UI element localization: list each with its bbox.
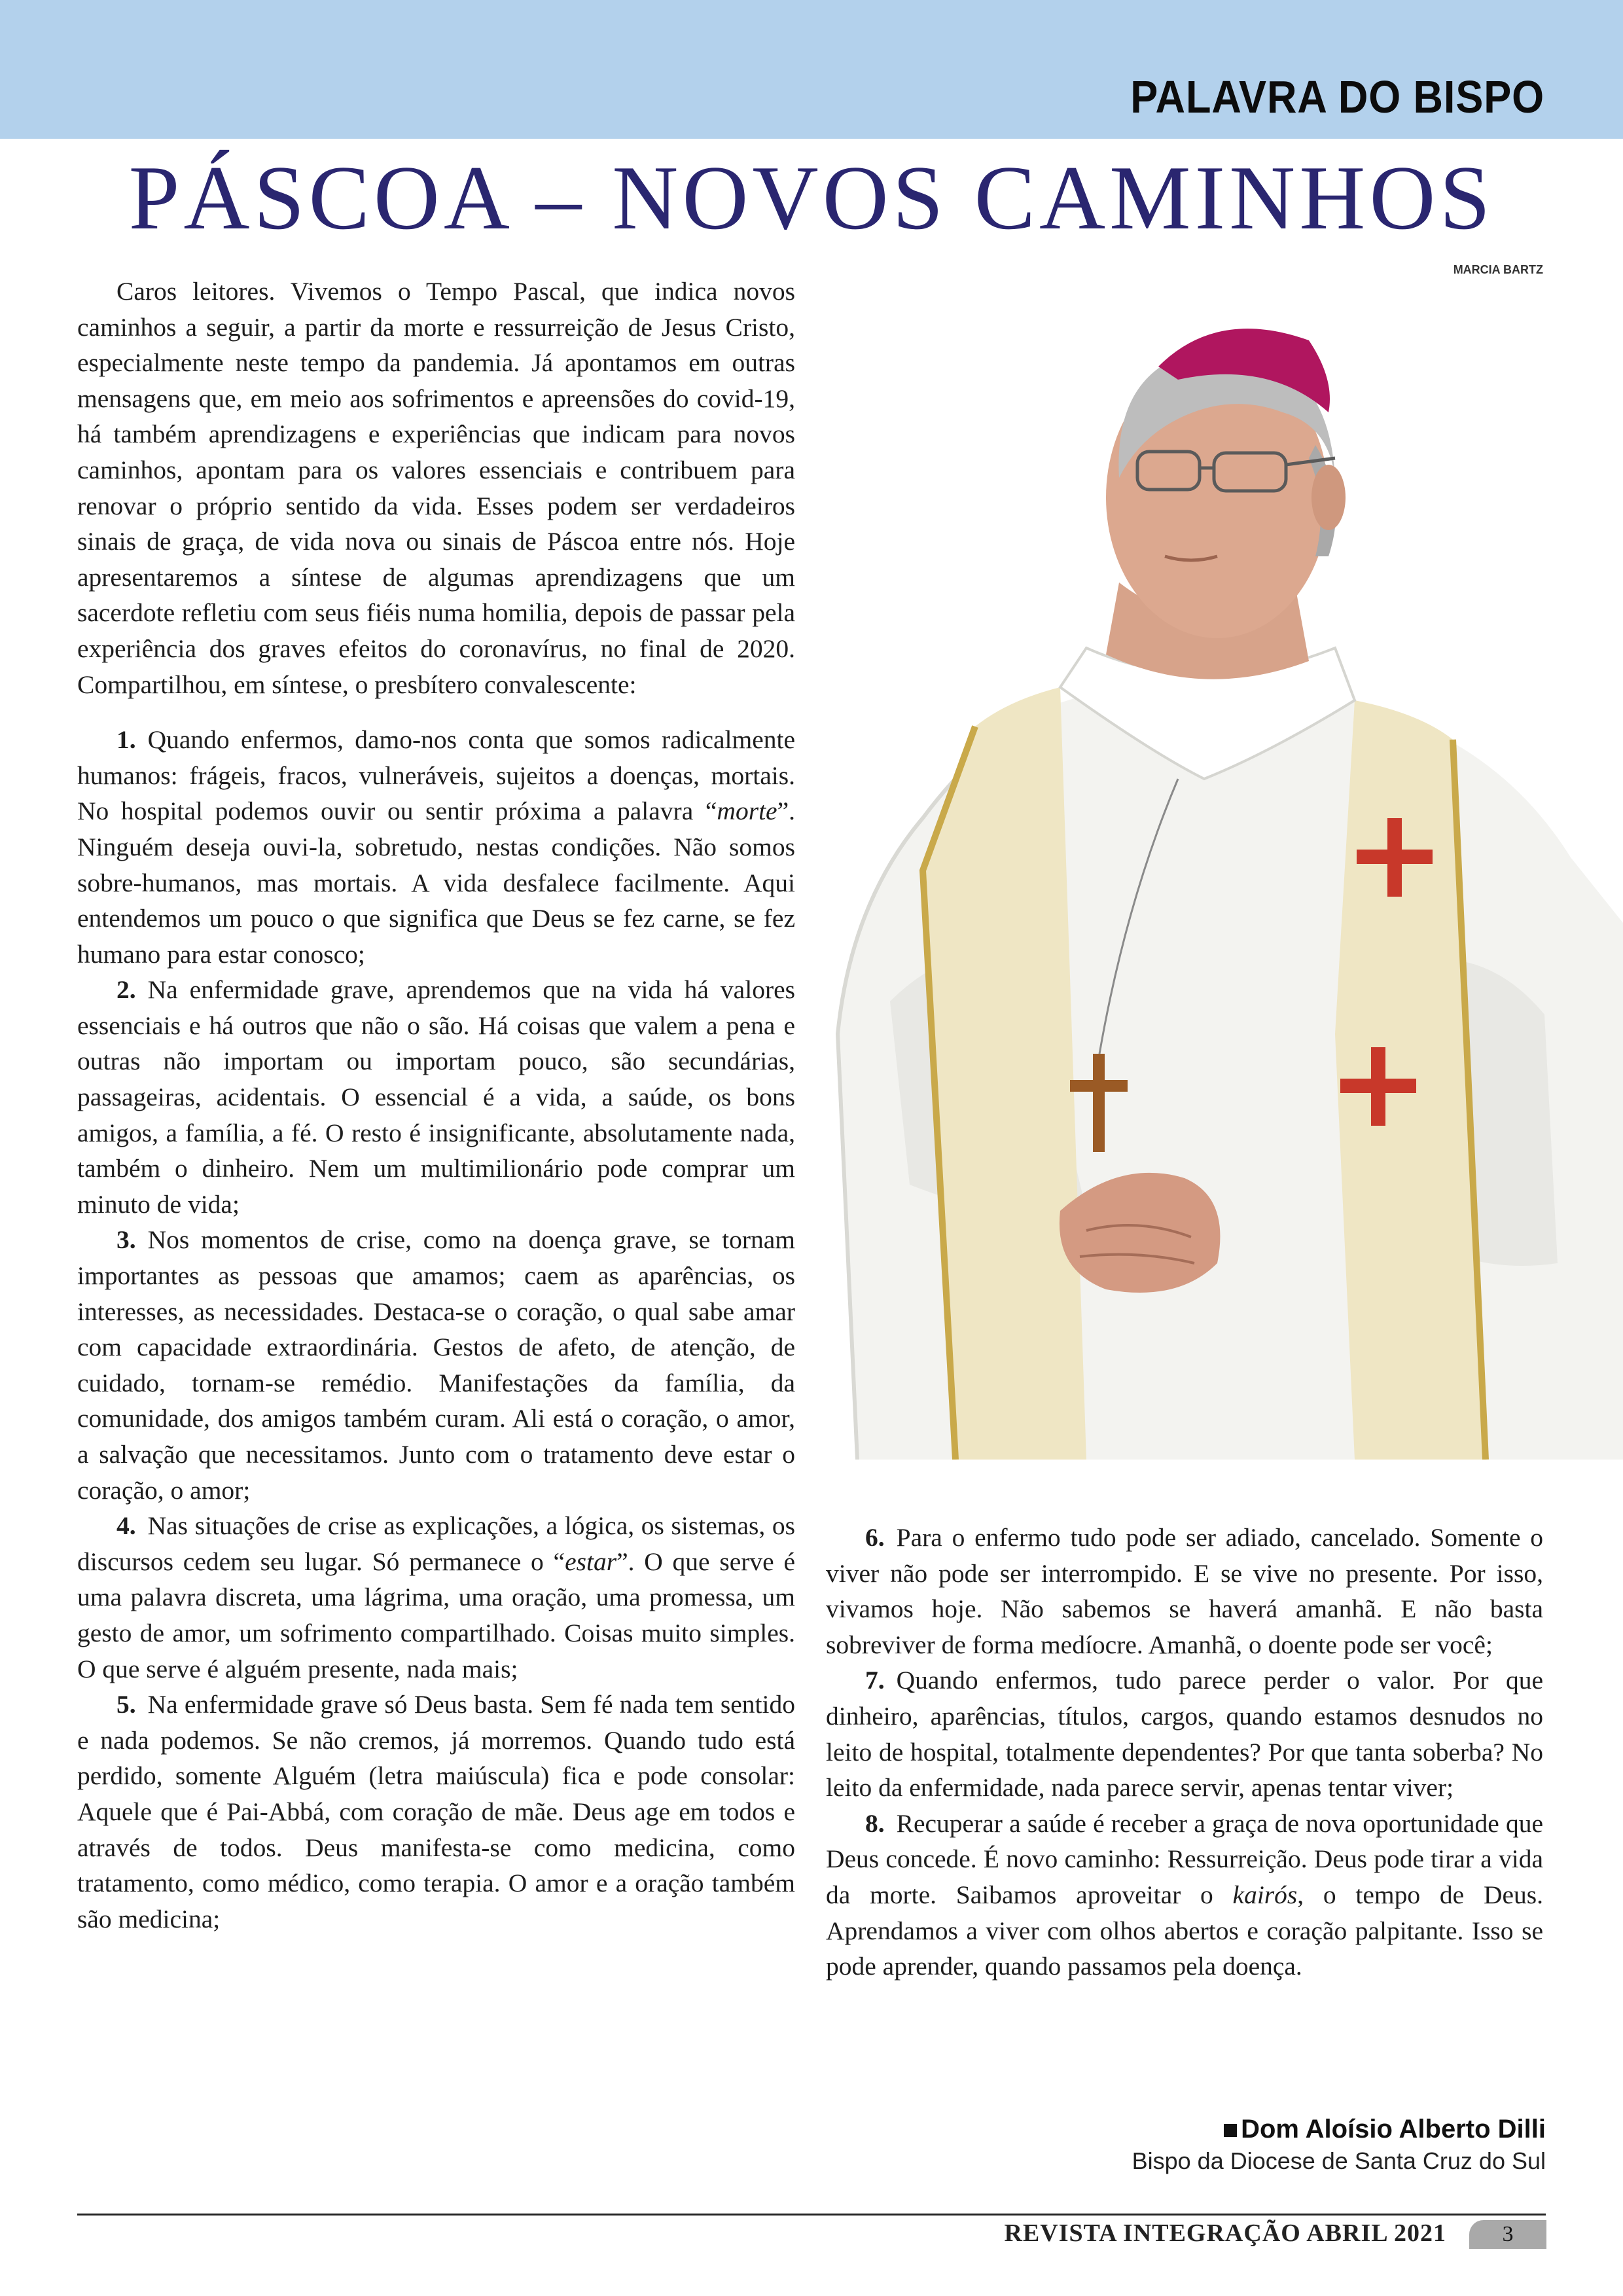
square-bullet-icon bbox=[1224, 2124, 1237, 2137]
list-item: 1. Quando enfermos, damo-nos conta que somos radicalmente humanos: frágeis, fracos, vulneráveis, sujeitos a doenças, mortais. No hospital podemos ouvir ou sentir próxima a palavra “morte”. Ninguém deseja ouvi-la, sobretudo, nestas condições. Não somos sobre-humanos, mas mortais. A vida desfalece facilmente. Aqui entendemos um pouco o que significa que Deus se fez carne, se fez humano para estar conosco; bbox=[77, 725, 795, 969]
bishop-photo bbox=[812, 281, 1623, 1460]
author-name: Dom Aloísio Alberto Dilli bbox=[1241, 2115, 1546, 2144]
list-item: 3. Nos momentos de crise, como na doença grave, se tornam importantes as pessoas que amamos; caem as aparências, os interesses, as necessidades. Destaca-se o coração, o qual sabe amar com capacidade extraordinária. Gestos de afeto, de atenção, de cuidado, tornam-se remédio. Manifestações da família, da comunidade, dos amigos também curam. Ali está o coração, o amor, a salvação que necessitamos. Junto com o tratamento deve estar o coração, o amor; bbox=[77, 1225, 795, 1505]
page-number: 3 bbox=[1469, 2220, 1546, 2249]
list-item: 2. Na enfermidade grave, aprendemos que na vida há valores essenciais e há outros que não o são. Há coisas que valem a pena e outras não importam ou importam pouco, são secundárias, passageiras, acidentais. O essencial é a vida, a saúde, os bons amigos, a família, a fé. O resto é insignificante, absolutamente nada, também o dinheiro. Nem um multimilionário pode comprar um minuto de vida; bbox=[77, 975, 795, 1219]
author-role: Bispo da Diocese de Santa Cruz do Sul bbox=[1132, 2147, 1546, 2174]
list-item: 5. Na enfermidade grave só Deus basta. Sem fé nada tem sentido e nada podemos. Se não cremos, já morremos. Quando tudo está perdido, somente Alguém (letra maiúscula) fica e pode consolar: Aquele que é Pai-Abbá, com coração de mãe. Deus age em todos e através de todos. Deus manifesta-se como medicina, como tratamento, como médico, como terapia. O amor e a oração também são medicina; bbox=[77, 1690, 795, 1933]
intro-paragraph: Caros leitores. Vivemos o Tempo Pascal, que indica novos caminhos a seguir, a partir da morte e ressurreição de Jesus Cristo, especialmente neste tempo da pandemia. Já apontamos em outras mensagens que, em meio aos sofrimentos e apreensões do covid-19, há também aprendizagens e experiências que indicam para novos caminhos, apontam para os valores essenciais e contribuem para renovar o próprio sentido da vida. Esses podem ser verdadeiros sinais de graça, de vida nova ou sinais de Páscoa entre nós. Hoje apresentaremos a síntese de algumas aprendizagens que um sacerdote refletiu com seus fiéis numa homilia, depois de passar pela experiência dos graves efeitos do coronavírus, no final de 2020. Compartilhou, em síntese, o presbítero convalescente: bbox=[77, 277, 795, 699]
article-column-right bbox=[826, 1520, 1543, 1984]
list-item: 6. Para o enfermo tudo pode ser adiado, cancelado. Somente o viver não pode ser interrompido. E se vive no presente. Por isso, vivamos hoje. Não sabemos se haverá amanhã. E não basta sobreviver de forma medíocre. Amanhã, o doente pode ser você; bbox=[826, 1523, 1543, 1659]
list-item: 8. Recuperar a saúde é receber a graça de nova oportunidade que Deus concede. É novo caminho: Ressurreição. Deus pode tirar a vida da morte. Saibamos aproveitar o kairós, o tempo de Deus. Aprendamos a viver com olhos abertos e coração palpitante. Isso se pode aprender, quando passamos pela doença. bbox=[826, 1808, 1543, 1981]
list-item: 7. Quando enfermos, tudo parece perder o valor. Por que dinheiro, aparências, títulos, cargos, quando estamos desnudos no leito de hospital, totalmente dependentes? Por que tanta soberba? No leito da enfermidade, nada parece servir, apenas tentar viver; bbox=[826, 1666, 1543, 1803]
footer-divider bbox=[77, 2214, 1546, 2215]
article-title: PÁSCOA – NOVOS CAMINHOS bbox=[128, 147, 1495, 249]
list-item: 4. Nas situações de crise as explicações, a lógica, os sistemas, os discursos cedem seu lugar. Só permanece o “estar”. O que serve é uma palavra discreta, uma lágrima, uma oração, uma promessa, um gesto de amor, um sofrimento compartilhado. Coisas muito simples. O que serve é alguém presente, nada mais; bbox=[77, 1511, 795, 1683]
author-signature bbox=[1132, 2113, 1546, 2177]
section-label: PALAVRA DO BISPO bbox=[1130, 71, 1544, 122]
publication-name: REVISTA INTEGRAÇÃO ABRIL 2021 bbox=[1004, 2219, 1446, 2247]
photo-credit: MARCIA BARTZ bbox=[1453, 263, 1543, 276]
article-column-left bbox=[77, 274, 795, 1937]
